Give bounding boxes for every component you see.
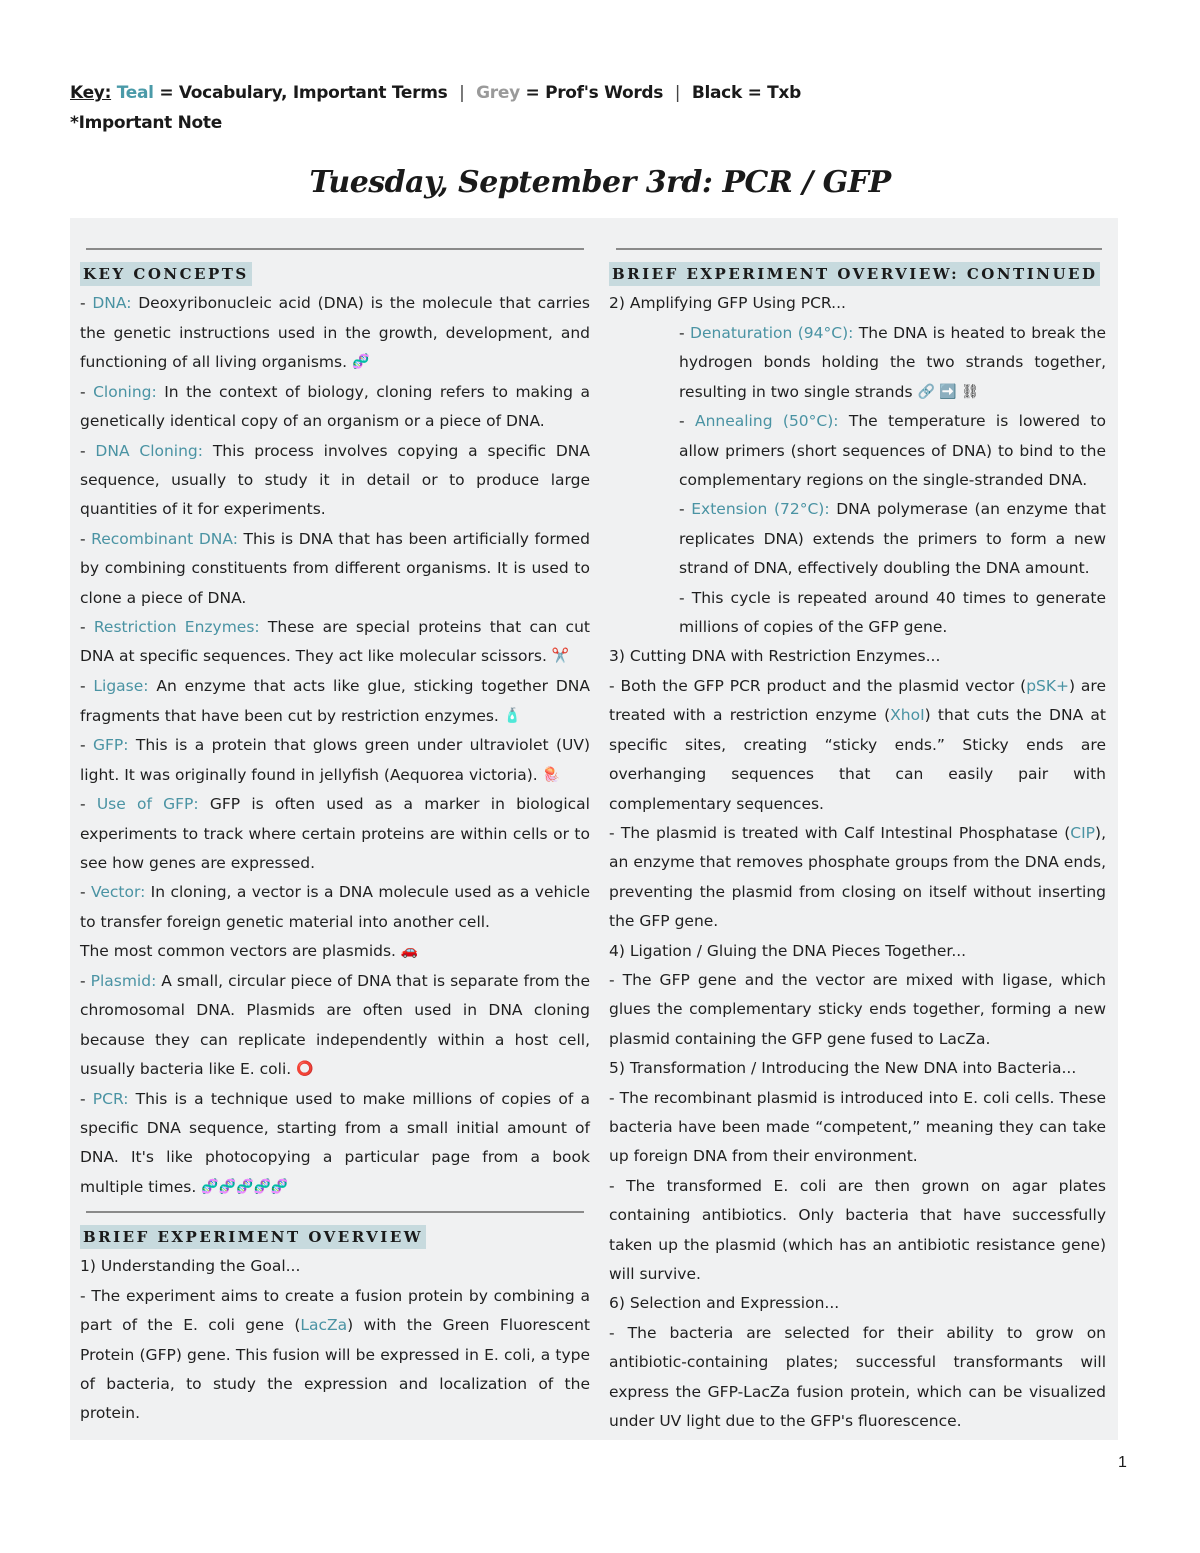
concept-text: These are special proteins that can cut DNA at specific sequences. They act like molecular scissors. [80,618,590,666]
step-text-part: ) with the Green Fluorescent Protein (GFP) gene. This fusion will be expressed in E. coli, a type of bacteria, to study the expression and localization of the protein. [80,1316,590,1423]
psk-term: pSK+ [1026,676,1070,695]
key-grey-word: Grey [476,83,520,103]
step-text-part: - The plasmid is treated with Calf Intestinal Phosphatase ( [609,823,1071,842]
concept-item: - Cloning: In the context of biology, cloning refers to making a genetically identical copy of an organism or a piece of DNA. [80,382,590,431]
key-important-note: *Important Note [70,113,222,133]
right-column [609,258,1106,1436]
key-label: Key: [70,83,112,103]
page-title: Tuesday, September 3rd: PCR / GFP [309,165,891,200]
concept-term: Ligase: [93,677,149,696]
dna-icon: 🧬 [351,354,370,371]
concept-term: Recombinant DNA: [91,529,238,548]
dna-copies-icon: 🧬🧬🧬🧬🧬 [201,1178,289,1195]
key-teal-word: Teal [116,83,154,103]
section-divider [86,248,584,250]
concept-item: - GFP: This is a protein that glows green under ultraviolet (UV) light. It was originally found in jellyfish (Aequorea victoria). 🪼 [80,731,590,790]
step-text: - The GFP gene and the vector are mixed with ligase, which glues the complementary sticky ends together, forming a new plasmid containing the GFP gene fused to LacZa. [609,970,1106,1048]
concept-item: - DNA: Deoxyribonucleic acid (DNA) is the molecule that carries the genetic instructions used in the growth, development, and functioning of all living organisms. 🧬 [80,289,590,377]
step-text: - The recombinant plasmid is introduced into E. coli cells. These bacteria have been made “competent,” meaning they can take up foreign DNA from their environment. [609,1088,1106,1166]
section-divider [616,248,1102,250]
denaturation-term: Denaturation (94°C): [690,323,854,342]
overview-header: BRIEF EXPERIMENT OVERVIEW [80,1225,426,1249]
concept-term: DNA: [92,294,132,313]
pcr-step-text: The temperature is lowered to allow primers (short sequences of DNA) to bind to the complementary regions on the single-stranded DNA. [679,412,1106,490]
step-title: 6) Selection and Expression... [609,1294,840,1313]
step-title: 3) Cutting DNA with Restriction Enzymes... [609,647,941,666]
concept-text: Deoxyribonucleic acid (DNA) is the molecule that carries the genetic instructions used in the growth, development, and functioning of all living organisms. [80,294,590,372]
step-text: - The transformed E. coli are then grown on agar plates containing antibiotics. Only bacteria that have successfully taken up the plasmid (which has an antibiotic resistance gene) will survive. [609,1176,1106,1284]
step-text-part: ) are treated with a restriction enzyme ( [609,676,1106,725]
concept-text: This is a protein that glows green under ultraviolet (UV) light. It was originally found in jellyfish (Aequorea victoria). [80,736,590,784]
concept-item: - Recombinant DNA: This is DNA that has been artificially formed by combining constituents from different organisms. It is used to clone a piece of DNA. [80,529,590,607]
concept-item: - Plasmid: A small, circular piece of DNA that is separate from the chromosomal DNA. Plasmids are often used in DNA cloning because they can replicate independently within a host cell, usually bacteria like E. coli. ⭕ [80,967,590,1085]
concept-item: - Use of GFP: GFP is often used as a marker in biological experiments to track where certain proteins are within cells or to see how genes are expressed. [80,795,590,872]
vectors-line [80,937,590,967]
concept-term: Use of GFP: [96,795,199,814]
concept-text: In cloning, a vector is a DNA molecule used as a vehicle to transfer foreign genetic material into another cell. [80,883,590,931]
concept-term: Plasmid: [90,971,157,990]
step-text: - The bacteria are selected for their ability to grow on antibiotic-containing plates; successful transformants will express the GFP-LacZa fusion protein, which can be visualized under UV light due to the GFP's fluorescence. [609,1323,1106,1431]
key-legend [70,78,801,138]
pcr-step: - Annealing (50°C): The temperature is lowered to allow primers (short sequences of DNA) to bind to the complementary regions on the single-stranded DNA. [679,412,1106,490]
pcr-step: - Denaturation (94°C): The DNA is heated to break the hydrogen bonds holding the two strands together, resulting in two single strands 🔗 ➡️ ⛓ [609,319,1106,407]
concept-text: A small, circular piece of DNA that is separate from the chromosomal DNA. Plasmids are often used in DNA cloning because they can replicate independently within a host cell, usually bacteria like E. coli. [80,971,590,1079]
xhoi-term: XhoI [890,706,925,725]
continued-header: BRIEF EXPERIMENT OVERVIEW: CONTINUED [609,262,1100,286]
pcr-step-text: DNA polymerase (an enzyme that replicates DNA) extends the primers to form a new strand of DNA, effectively doubling the DNA amount. [679,500,1106,578]
annealing-term: Annealing (50°C): [694,412,839,431]
step-title: 2) Amplifying GFP Using PCR... [609,294,846,313]
concept-text: GFP is often used as a marker in biological experiments to track where certain proteins are within cells or to see how genes are expressed. [80,795,590,872]
step-text-part: - The experiment aims to create a fusion protein by combining a part of the E. coli gene ( [80,1286,590,1335]
concept-text: An enzyme that acts like glue, sticking together DNA fragments that have been cut by restriction enzymes. [80,677,590,725]
pcr-cycle-note: - This cycle is repeated around 40 times to generate millions of copies of the GFP gene. [679,588,1106,637]
car-icon: 🚗 [400,943,419,960]
concept-term: Vector: [90,883,146,902]
key-teal-desc: = Vocabulary, Important Terms [159,83,448,103]
extension-term: Extension (72°C): [691,500,830,519]
concept-term: GFP: [92,736,129,755]
key-separator: | [459,83,465,103]
glue-bottle-icon: 🧴 [503,707,522,724]
concept-item: - Restriction Enzymes: These are special proteins that can cut DNA at specific sequences. They act like molecular scissors. ✂️ [80,613,590,672]
vectors-text: The most common vectors are plasmids. [80,942,401,961]
strand-separation-icon: 🔗 ➡️ ⛓ [917,383,980,400]
cip-term: CIP [1070,823,1096,842]
overview-section [80,1221,590,1429]
step-title: 5) Transformation / Introducing the New DNA into Bacteria... [609,1059,1077,1078]
concept-item: - Vector: In cloning, a vector is a DNA molecule used as a vehicle to transfer foreign genetic material into another cell. [80,883,590,931]
pcr-step-text: The DNA is heated to break the hydrogen bonds holding the two strands together, resulting in two single strands [679,323,1106,401]
lacza-term: LacZa [300,1316,348,1335]
step-text [609,819,1106,937]
key-black-desc: Black = Txb [691,83,801,103]
key-grey-desc: = Prof's Words [525,83,664,103]
concept-term: PCR: [92,1089,129,1108]
section-divider [86,1211,584,1213]
key-line [70,78,801,108]
jellyfish-icon: 🪼 [542,766,561,783]
step-text-part: ), an enzyme that removes phosphate groups from the DNA ends, preventing the plasmid from closing on itself without inserting the GFP gene. [609,823,1106,931]
concept-term: Restriction Enzymes: [93,618,260,637]
concept-term: Cloning: [93,382,157,401]
concept-item: - Ligase: An enzyme that acts like glue, sticking together DNA fragments that have been cut by restriction enzymes. 🧴 [80,672,590,731]
scissors-icon: ✂️ [551,648,570,665]
step-title: 1) Understanding the Goal... [80,1257,301,1276]
key-separator: | [674,83,681,103]
left-column [80,258,590,1202]
circle-icon: ⭕ [296,1060,314,1077]
concept-text: This process involves copying a specific DNA sequence, usually to study it in detail or to produce large quantities of it for experiments. [80,441,590,519]
step-text-part: - Both the GFP PCR product and the plasmid vector ( [609,676,1027,695]
page-number: 1 [1118,1454,1127,1471]
step-text [609,672,1106,819]
concept-text: In the context of biology, cloning refers to making a genetically identical copy of an organism or a piece of DNA. [80,382,590,431]
pcr-step: - Extension (72°C): DNA polymerase (an enzyme that replicates DNA) extends the primers to form a new strand of DNA, effectively doubling the DNA amount. [679,500,1106,578]
concept-item: - DNA Cloning: This process involves copying a specific DNA sequence, usually to study it in detail or to produce large quantities of it for experiments. [80,441,590,519]
step-title: 4) Ligation / Gluing the DNA Pieces Together... [609,941,967,960]
key-concepts-header: KEY CONCEPTS [80,262,252,286]
concept-text: This is a technique used to make millions of copies of a specific DNA sequence, starting from a small initial amount of DNA. It's like photocopying a particular page from a book multiple times. [80,1089,590,1197]
concept-text: This is DNA that has been artificially formed by combining constituents from different organisms. It is used to clone a piece of DNA. [80,529,590,607]
step-text-part: ) that cuts the DNA at specific sites, creating “sticky ends.” Sticky ends are overhanging sequences that can easily pair with complementary sequences. [609,706,1106,813]
step-text [80,1282,590,1429]
concept-term: DNA Cloning: [95,441,203,460]
concept-item: - PCR: This is a technique used to make millions of copies of a specific DNA sequence, starting from a small initial amount of DNA. It's like photocopying a particular page from a book multiple times. 🧬🧬🧬🧬🧬 [80,1085,590,1203]
